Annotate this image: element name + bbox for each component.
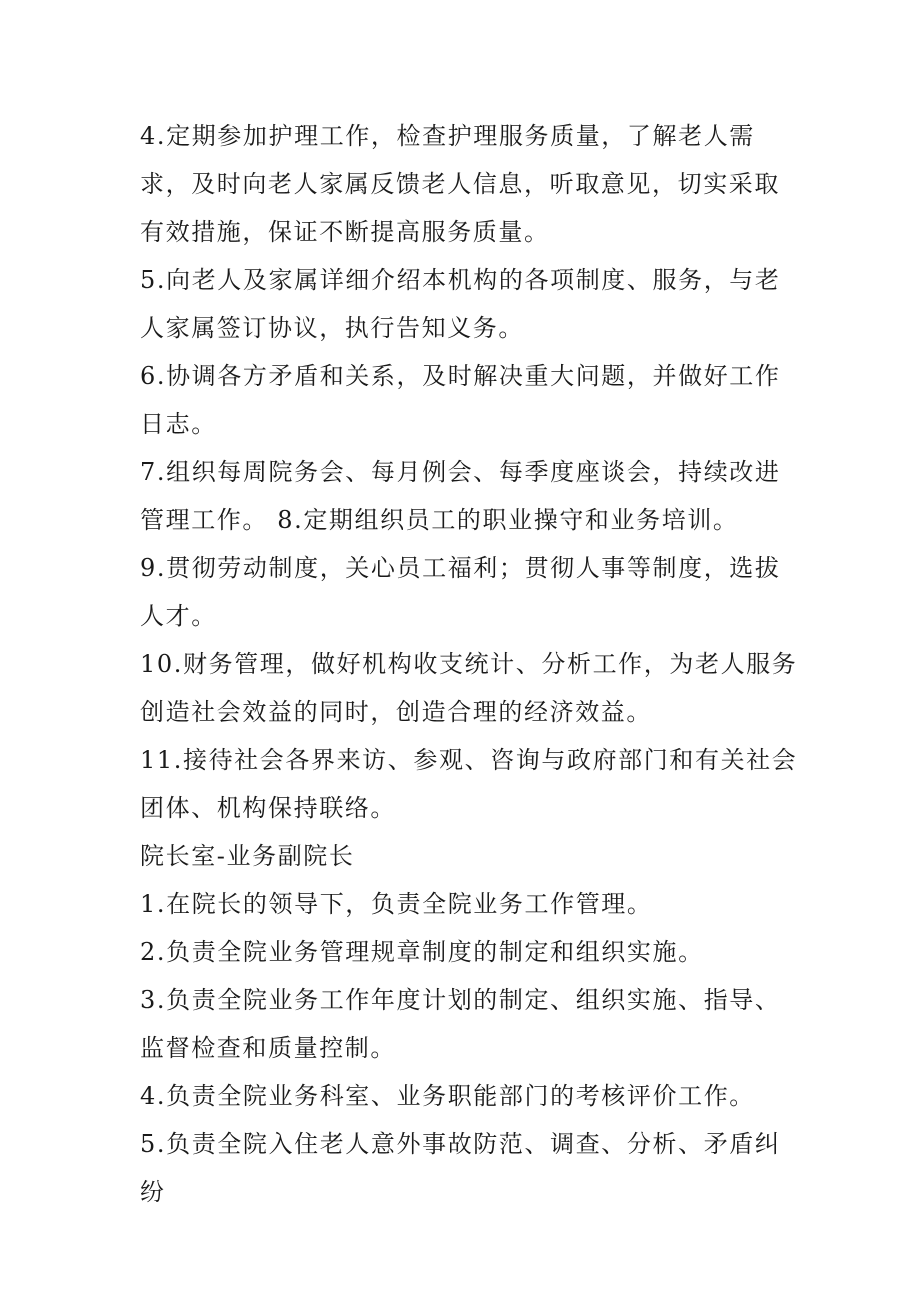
paragraph-vp-duty-2: 2.负责全院业务管理规章制度的制定和组织实施。 <box>140 938 704 966</box>
paragraph-duty-5: 5.向老人及家属详细介绍本机构的各项制度、服务，与老人家属签订协议，执行告知义务。 <box>140 266 781 342</box>
paragraph-duty-4: 4.定期参加护理工作，检查护理服务质量，了解老人需求，及时向老人家属反馈老人信息，听取意见，切实采取有效措施，保证不断提高服务质量。 <box>140 122 780 246</box>
paragraph-vp-duty-1: 1.在院长的领导下，负责全院业务工作管理。 <box>140 890 653 918</box>
paragraph-duty-6: 6.协调各方矛盾和关系，及时解决重大问题，并做好工作日志。 <box>140 362 781 438</box>
paragraph-vp-duty-5: 5.负责全院入住老人意外事故防范、调查、分析、矛盾纠纷 <box>140 1130 781 1206</box>
paragraph-vp-duty-4: 4.负责全院业务科室、业务职能部门的考核评价工作。 <box>140 1082 755 1110</box>
paragraph-duty-9: 9.贯彻劳动制度，关心员工福利；贯彻人事等制度，选拔人才。 <box>140 554 781 630</box>
document-body <box>140 112 802 1216</box>
paragraph-duty-10: 10.财务管理，做好机构收支统计、分析工作，为老人服务创造社会效益的同时，创造合理的经济效益。 <box>140 650 798 726</box>
paragraph-duty-11: 11.接待社会各界来访、参观、咨询与政府部门和有关社会团体、机构保持联络。 <box>140 746 798 822</box>
paragraph-vp-duty-3: 3.负责全院业务工作年度计划的制定、组织实施、指导、监督检查和质量控制。 <box>140 986 781 1062</box>
paragraph-duty-7-8: 7.组织每周院务会、每月例会、每季度座谈会，持续改进管理工作。 8.定期组织员工的职业操守和业务培训。 <box>140 458 781 534</box>
section-heading: 院长室-业务副院长 <box>140 842 355 870</box>
